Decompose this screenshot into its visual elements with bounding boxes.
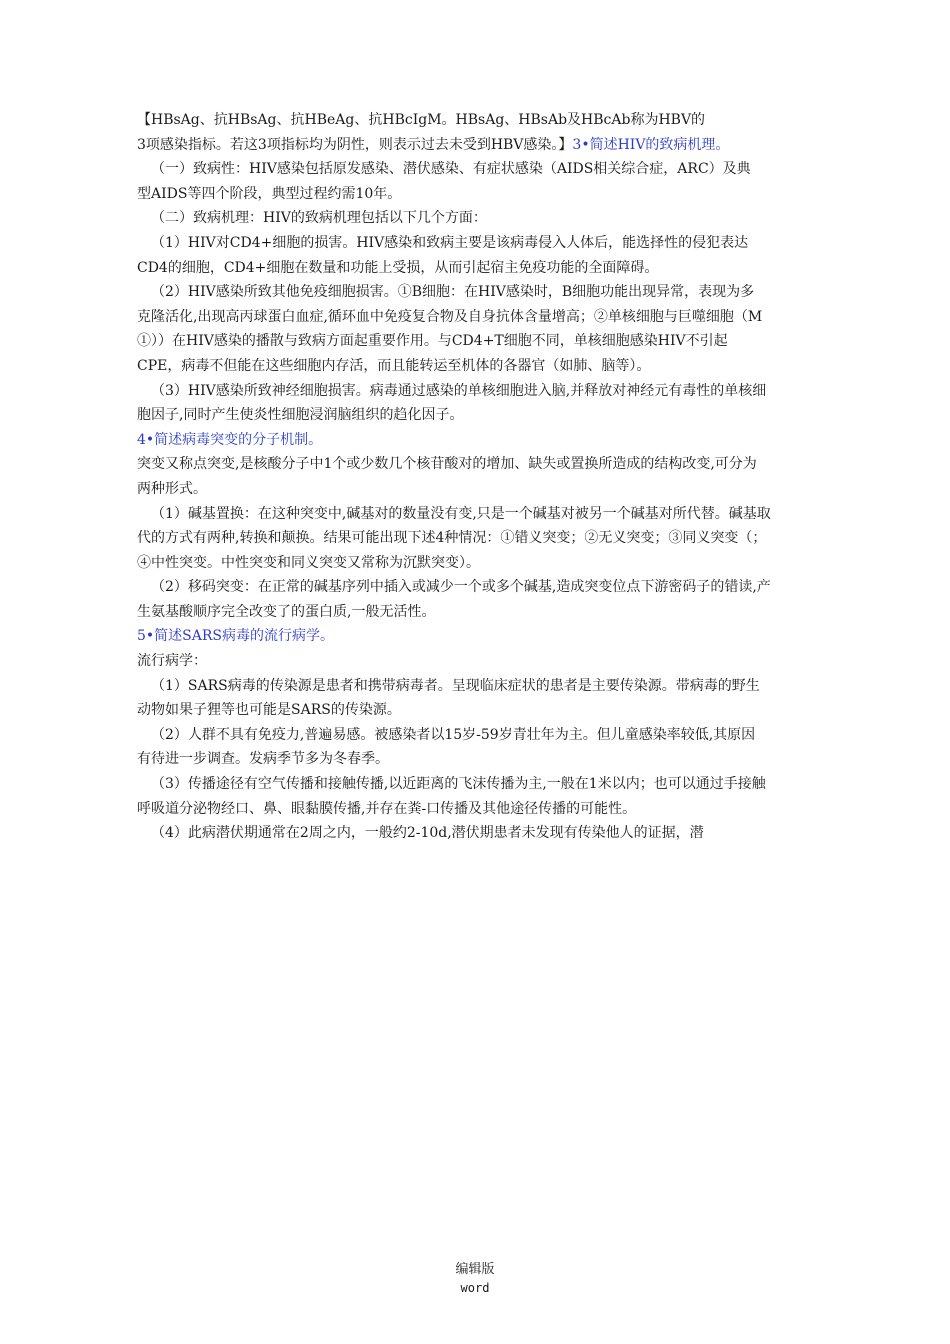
paragraph-line: （4）此病潜伏期通常在2周之内，一般约2-10d,潜伏期患者未发现有传染他人的证据，潜 xyxy=(151,825,704,842)
paragraph-line: ①））在HIV感染的播散与致病方面起重要作用。与CD4+T细胞不同，单核细胞感染HIV不引起 xyxy=(137,333,728,350)
paragraph-line: （一）致病性：HIV感染包括原发感染、潜伏感染、有症状感染（AIDS相关综合症，ARC）及典 xyxy=(151,161,751,178)
paragraph-line: （1）碱基置换：在这种突变中,碱基对的数量没有变,只是一个碱基对被另一个碱基对所代替。碱基取 xyxy=(151,505,771,522)
paragraph-line: 生氨基酸顺序完全改变了的蛋白质,一般无活性。 xyxy=(137,603,436,620)
paragraph-line: 突变又称点突变,是核酸分子中1个或少数几个核苷酸对的增加、缺失或置换所造成的结构改变,可分为 xyxy=(137,456,757,473)
text-segment: 3项感染指标。若这3项指标均为阴性，则表示过去未受到HBV感染。】 xyxy=(137,136,573,153)
paragraph-line: 有待进一步调查。发病季节多为冬春季。 xyxy=(137,751,389,768)
paragraph-line: （2）移码突变：在正常的碱基序列中插入或减少一个或多个碱基,造成突变位点下游密码子的错读,产 xyxy=(151,579,771,596)
paragraph-line: 胞因子,同时产生使炎性细胞浸润脑组织的趋化因子。 xyxy=(137,407,464,424)
paragraph-line: （2）人群不具有免疫力,普遍易感。被感染者以15岁-59岁青壮年为主。但儿童感染率较低,其原因 xyxy=(151,726,756,743)
paragraph-line: 两种形式。 xyxy=(137,480,207,497)
paragraph-line xyxy=(137,133,817,158)
paragraph-line: 代的方式有两种,转换和颠换。结果可能出现下述4种情况：①错义突变；②无义突变；③同义突变（； xyxy=(137,530,767,547)
paragraph-line: （1）SARS病毒的传染源是患者和携带病毒者。呈现临床症状的患者是主要传染源。带病毒的野生 xyxy=(151,677,760,694)
section-heading-4: 4•简述病毒突变的分子机制。 xyxy=(137,431,323,448)
paragraph-line: 呼吸道分泌物经口、鼻、眼黏膜传播,并存在粪-口传播及其他途径传播的可能性。 xyxy=(137,800,637,817)
paragraph-line: CPE，病毒不但能在这些细胞内存活，而且能转运至机体的各器官（如肺、脑等）。 xyxy=(137,357,651,374)
paragraph-line: 型AIDS等四个阶段，典型过程约需10年。 xyxy=(137,185,402,202)
paragraph-line: 【HBsAg、抗HBsAg、抗HBeAg、抗HBcIgM。HBsAg、HBsAb及HBcAb称为HBV的 xyxy=(137,112,706,128)
section-heading-5: 5•简述SARS病毒的流行病学。 xyxy=(137,628,334,645)
section-heading-3: 3•简述HIV的致病机理。 xyxy=(572,136,730,153)
paragraph-line: CD4的细胞，CD4+细胞在数量和功能上受损，从而引起宿主免疫功能的全面障碍。 xyxy=(137,259,659,276)
paragraph-line: 动物如果子狸等也可能是SARS的传染源。 xyxy=(137,702,401,719)
footer-label: 编辑版 xyxy=(455,1262,495,1277)
footer-word: word xyxy=(460,1281,490,1295)
paragraph-line: （3）传播途径有空气传播和接触传播,以近距离的飞沫传播为主,一般在1米以内；也可以通过手接触 xyxy=(151,776,766,793)
paragraph-line: 克隆活化,出现高丙球蛋白血症,循环血中免疫复合物及自身抗体含量增高；②单核细胞与巨噬细胞（M xyxy=(137,308,763,325)
paragraph-line: （1）HIV对CD4+细胞的损害。HIV感染和致病主要是该病毒侵入人体后，能选择性的侵犯表达 xyxy=(151,234,749,251)
paragraph-line: 流行病学： xyxy=(137,653,207,670)
paragraph-line: （2）HIV感染所致其他免疫细胞损害。①B细胞：在HIV感染时，B细胞功能出现异常，表现为多 xyxy=(151,284,755,301)
document-body xyxy=(137,108,817,846)
paragraph-line: ④中性突变。中性突变和同义突变又常称为沉默突变）。 xyxy=(137,554,480,571)
paragraph-line: （3）HIV感染所致神经细胞损害。病毒通过感染的单核细胞进入脑,并释放对神经元有毒性的单核细 xyxy=(151,382,767,399)
paragraph-line: （二）致病机理：HIV的致病机理包括以下几个方面： xyxy=(151,210,487,227)
